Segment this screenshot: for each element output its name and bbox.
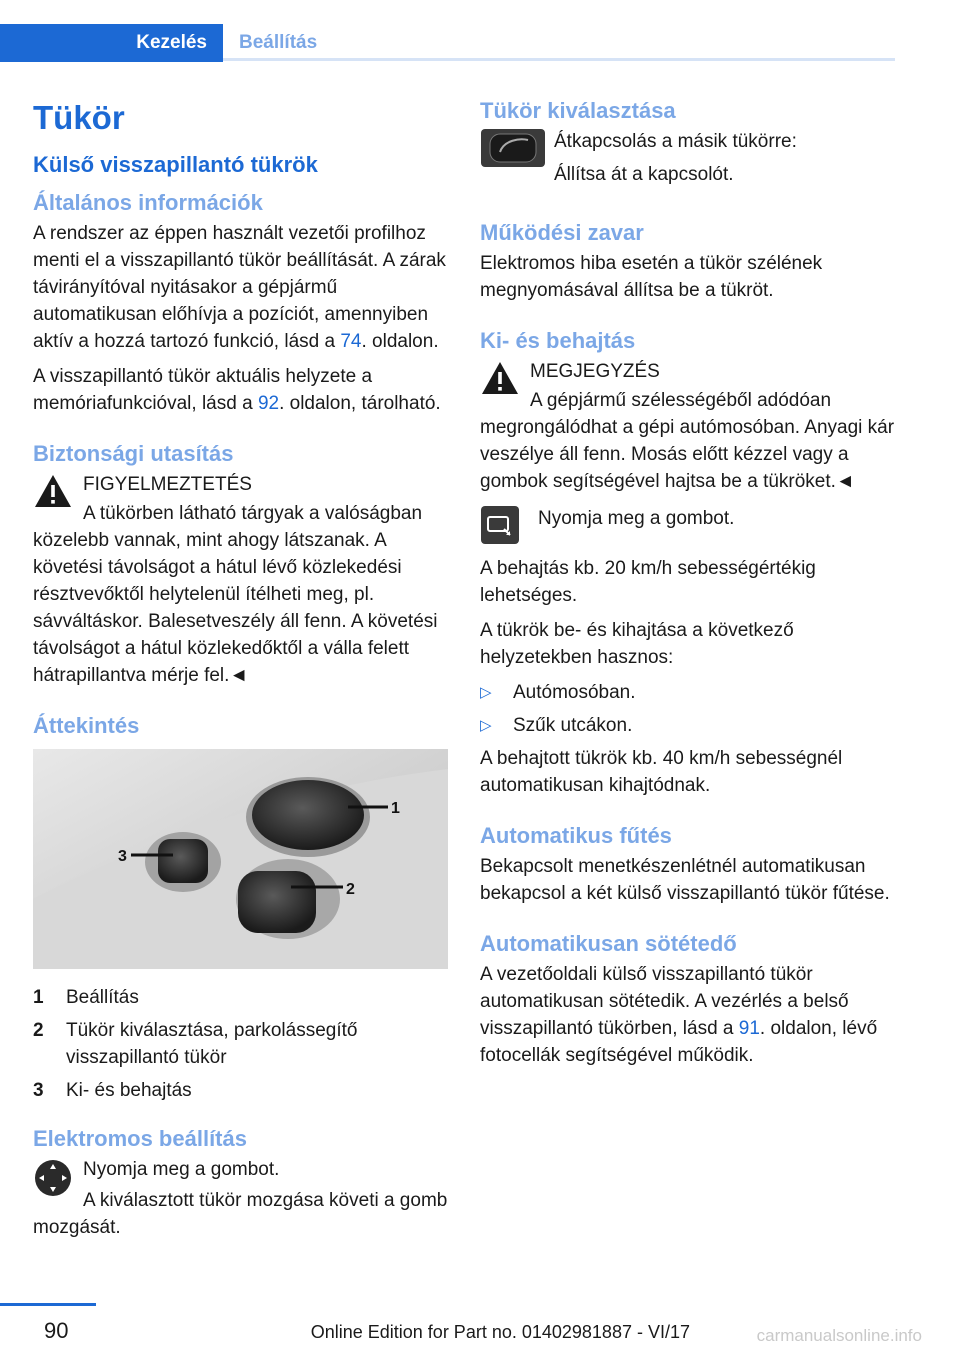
note-label: MEGJEGYZÉS: [530, 361, 660, 382]
heating-heading: Automatikus fűtés: [480, 823, 672, 848]
fold-paragraph-3: A behajtott tükrök kb. 40 km/h sebességnél automatikusan kihajtódnak.: [480, 748, 843, 796]
list-item: ▷ Autómosóban.: [480, 679, 895, 706]
edition-text: Online Edition for Part no. 01402981887 - VI/17: [310, 1322, 690, 1342]
note-text: A gépjármű szélességéből adódóan megrongálódhat a gépi autómosóban. Anyagi kár veszélye áll fenn. Mosás előtt kézzel vagy a gombok segítségével hajtsa be a tükröket.◄: [480, 390, 895, 492]
list-item: ▷ Szűk utcákon.: [480, 712, 895, 739]
warning-triangle-icon: [33, 473, 73, 509]
mirror-switch-icon: [480, 128, 546, 168]
fold-heading: Ki- és behajtás: [480, 328, 636, 353]
legend-item-1: 1 Beállítás: [33, 987, 139, 1008]
page-link-92[interactable]: 92: [257, 393, 280, 414]
fault-text: Elektromos hiba esetén a tükör szélének megnyomásával állítsa be a tükröt.: [480, 253, 823, 301]
direction-pad-icon: [33, 1158, 73, 1198]
electric-line-2: A kiválasztott tükör mozgása követi a gomb mozgását.: [33, 1190, 448, 1238]
tab-underline: [223, 58, 895, 61]
tab-beallitas[interactable]: Beállítás: [239, 32, 318, 53]
left-column: [33, 96, 448, 1249]
watermark: carmanualsonline.info: [756, 1326, 922, 1345]
general-heading: Általános információk: [33, 190, 263, 215]
fault-heading: Működési zavar: [480, 220, 644, 245]
select-line-1: Átkapcsolás a másik tükörre:: [554, 131, 797, 152]
select-block: [480, 128, 895, 194]
legend-item-2: 2 Tükör kiválasztása, parkolássegítő visszapillantó tükör: [33, 1020, 358, 1068]
tab-kezeles[interactable]: Kezelés: [0, 24, 223, 62]
chapter-tabs: [0, 24, 895, 62]
section-title: Külső visszapillantó tükrök: [33, 152, 318, 177]
callout-3: 3: [118, 848, 127, 865]
triangle-bullet-icon: ▷: [480, 684, 492, 701]
fold-button-text: Nyomja meg a gombot.: [538, 508, 735, 529]
note-block: [480, 358, 895, 495]
warning-block: [33, 471, 448, 689]
select-heading: Tükör kiválasztása: [480, 98, 676, 123]
select-line-2: Állítsa át a kapcsolót.: [554, 164, 734, 185]
page-link-91[interactable]: 91: [738, 1018, 760, 1039]
callout-2: 2: [346, 881, 355, 898]
mirror-control-photo: [33, 749, 448, 969]
warning-text: A tükörben látható tárgyak a valóságban közelebb vannak, mint ahogy látszanak. A követési távolságot a hátul lévő közlekedési résztvevőktől helytelenül ítélheti meg, pl. sávváltáskor. Balesetveszély áll fenn. A követési távolságot a hátul közlekedőktől a válla felett hátrapillantva mérje fel.◄: [33, 503, 438, 686]
legend-item-3: 3 Ki- és behajtás: [33, 1080, 192, 1101]
warning-label: FIGYELMEZTETÉS: [83, 474, 252, 495]
mirror-fold-button-icon: [480, 505, 520, 545]
fold-button-block: [480, 505, 895, 545]
safety-heading: Biztonsági utasítás: [33, 441, 234, 466]
page-link-74[interactable]: 74: [340, 331, 362, 352]
overview-heading: Áttekintés: [33, 713, 140, 738]
electric-heading: Elektromos beállítás: [33, 1126, 247, 1151]
footer-rule: [0, 1303, 96, 1306]
general-paragraph-1: A rendszer az éppen használt vezetői profilhoz menti el a visszapillantó tükör beállítását. A zárak távirányítóval nyitásakor a gépjármű automatikusan előhívja a pozíciót, amennyiben aktív a hozzá tartozó funkció, lásd a 74. oldalon.: [33, 223, 446, 352]
page-title: Tükör: [33, 99, 125, 136]
callout-1: 1: [391, 800, 400, 817]
warning-triangle-icon: [480, 360, 520, 396]
electric-block: [33, 1156, 448, 1241]
triangle-bullet-icon: ▷: [480, 717, 492, 734]
dimming-text: A vezetőoldali külső visszapillantó tükör automatikusan sötétedik. A vezérlés a belső visszapillantó tükörben, lásd a 91. oldalon, lévő fotocellák segítségével működik.: [480, 964, 878, 1066]
right-column: [480, 96, 895, 1077]
fold-paragraph-1: A behajtás kb. 20 km/h sebességértékig lehetséges.: [480, 558, 816, 606]
general-paragraph-2: A visszapillantó tükör aktuális helyzete a memóriafunkcióval, lásd a 92. oldalon, tárolható.: [33, 366, 441, 414]
heating-text: Bekapcsolt menetkészenlétnél automatikusan bekapcsol a két külső visszapillantó tükör fűtése.: [480, 856, 890, 904]
page-number: 90: [44, 1318, 69, 1343]
fold-paragraph-2: A tükrök be- és kihajtása a következő helyzetekben hasznos:: [480, 620, 794, 668]
electric-line-1: Nyomja meg a gombot.: [83, 1159, 280, 1180]
dimming-heading: Automatikusan sötétedő: [480, 931, 737, 956]
